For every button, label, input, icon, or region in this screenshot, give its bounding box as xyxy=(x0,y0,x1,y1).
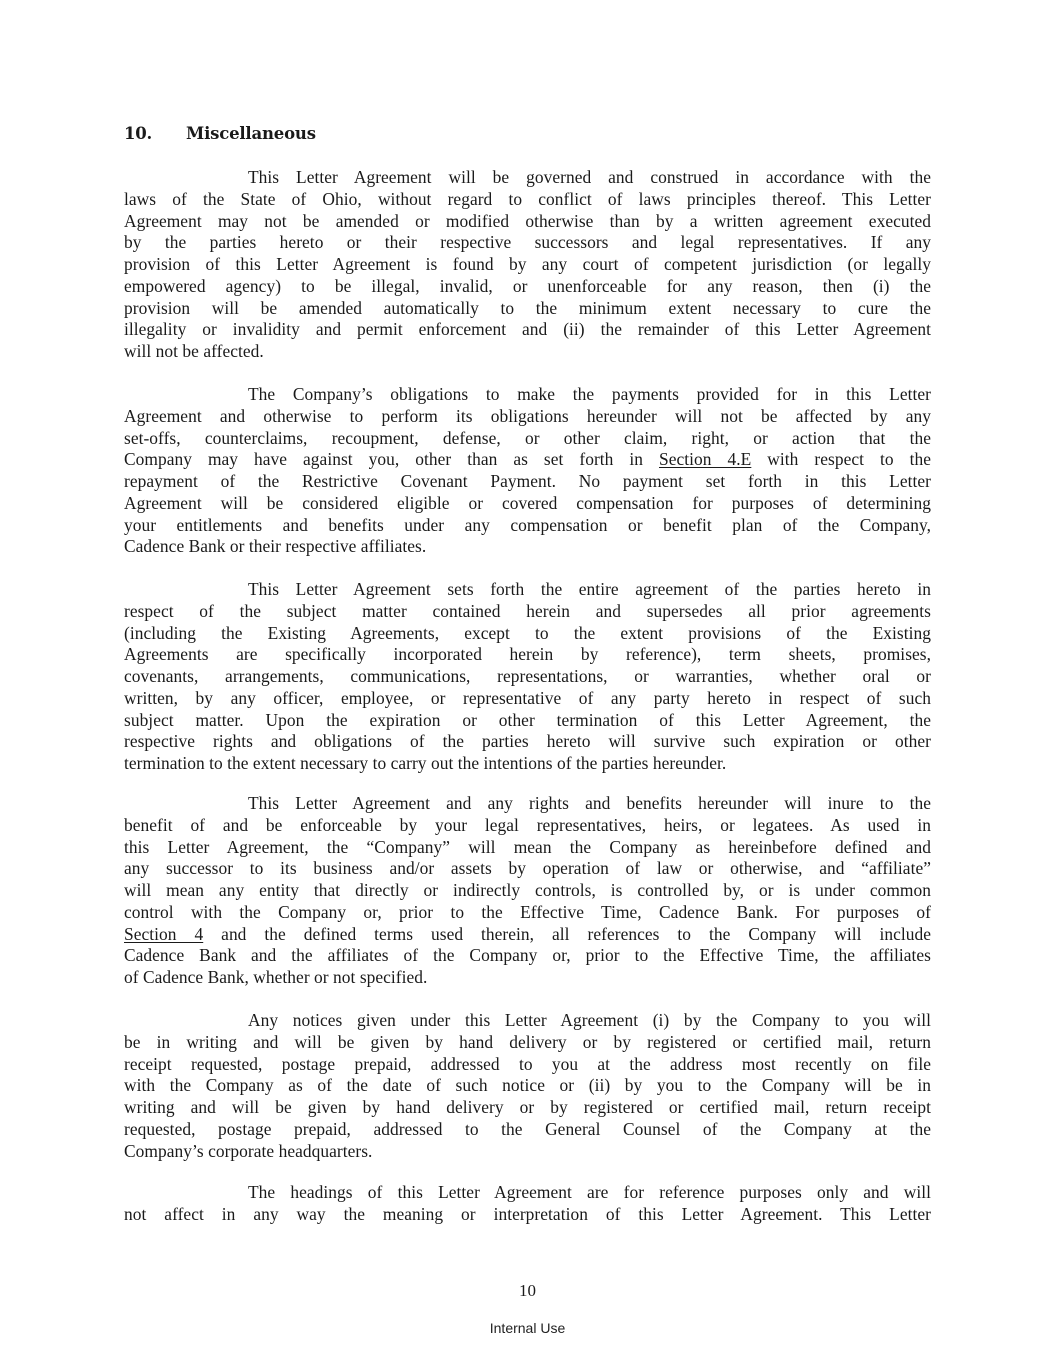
text-line: empowered agency) to be illegal, invalid, or unenforceable for any reason, then (i) the xyxy=(124,275,931,296)
text-line: provision of this Letter Agreement is found by any court of competent jurisdiction (or legally xyxy=(124,254,931,274)
text-segment: Company may have against you, other than as set forth in xyxy=(124,449,660,470)
text-line: provision will be amended automatically to the minimum extent necessary to cure the xyxy=(124,297,931,318)
text-line: laws of the State of Ohio, without regard to conflict of laws principles thereof. This Letter xyxy=(124,188,931,209)
classification-footer: Internal Use xyxy=(489,1320,566,1336)
text-segment: and the defined terms used therein, all references to the Company will include xyxy=(203,923,931,944)
section-4e-link[interactable]: Section 4.E xyxy=(659,449,752,470)
text-line: repayment of the Restrictive Covenant Payment. No payment set forth in this Letter xyxy=(124,471,931,491)
text-line: by the parties hereto or their respective successors and legal representatives. If any xyxy=(124,232,931,253)
text-line: This Letter Agreement sets forth the entire agreement of the parties hereto in xyxy=(248,579,931,599)
text-line: termination to the extent necessary to carry out the intentions of the parties hereunder. xyxy=(124,753,727,773)
text-line: will not be affected. xyxy=(124,341,264,361)
text-line: will mean any entity that directly or indirectly controls, is controlled by, or is under common xyxy=(124,880,931,900)
paragraph-headings xyxy=(124,1182,931,1226)
text-line: written, by any officer, employee, or representative of any party hereto in respect of such xyxy=(124,687,931,708)
section-4-link[interactable]: Section 4 xyxy=(124,923,204,944)
section-heading xyxy=(124,124,316,143)
text-line: of Cadence Bank, whether or not specified. xyxy=(124,967,428,987)
page-number: 10 xyxy=(519,1281,536,1300)
text-line: be in writing and will be given by hand delivery or by registered or certified mail, return xyxy=(124,1031,931,1052)
text-line: Company’s corporate headquarters. xyxy=(124,1140,373,1161)
text-line: Cadence Bank and the affiliates of the Company or, prior to the Effective Time, the affiliates xyxy=(124,945,931,966)
paragraph-company-obligations xyxy=(124,384,931,558)
paragraph-governing-law xyxy=(124,167,931,363)
text-line: not affect in any way the meaning or interpretation of this Letter Agreement. This Letter xyxy=(124,1203,931,1224)
text-line: receipt requested, postage prepaid, addressed to you at the address most recently on file xyxy=(124,1053,931,1074)
text-line: This Letter Agreement will be governed and construed in accordance with the xyxy=(248,167,931,187)
text-line: Cadence Bank or their respective affiliates. xyxy=(124,536,427,557)
text-line: The Company’s obligations to make the payments provided for in this Letter xyxy=(248,384,931,404)
text-line: Agreement and otherwise to perform its obligations hereunder will not be affected by any xyxy=(124,405,931,426)
text-line: subject matter. Upon the expiration or other termination of this Letter Agreement, the xyxy=(124,709,931,730)
paragraph-notices xyxy=(124,1010,931,1162)
text-line: any successor to its business and/or assets by operation of law or otherwise, and “affiliate” xyxy=(124,858,931,879)
text-line-with-link xyxy=(124,449,931,471)
text-line: illegality or invalidity and permit enforcement and (ii) the remainder of this Letter Agreement xyxy=(124,319,931,340)
text-line: your entitlements and benefits under any compensation or benefit plan of the Company, xyxy=(124,514,931,535)
text-line: control with the Company or, prior to the Effective Time, Cadence Bank. For purposes of xyxy=(124,901,931,922)
text-line: writing and will be given by hand delivery or by registered or certified mail, return receipt xyxy=(124,1097,931,1117)
text-line: Agreement may not be amended or modified otherwise than by a written agreement executed xyxy=(124,210,931,231)
text-line: This Letter Agreement and any rights and benefits hereunder will inure to the xyxy=(248,793,931,813)
text-line-with-link xyxy=(124,924,931,946)
text-line: requested, postage prepaid, addressed to the General Counsel of the Company at the xyxy=(124,1118,931,1139)
text-line: The headings of this Letter Agreement are for reference purposes only and will xyxy=(248,1182,931,1202)
text-line: Agreements are specifically incorporated herein by reference), term sheets, promises, xyxy=(124,644,931,665)
paragraph-entire-agreement xyxy=(124,579,931,775)
text-line: this Letter Agreement, the “Company” will mean the Company as hereinbefore defined and xyxy=(124,836,931,857)
text-line: Agreement will be considered eligible or covered compensation for purposes of determining xyxy=(124,492,931,513)
text-line: (including the Existing Agreements, except to the extent provisions of the Existing xyxy=(124,622,931,643)
text-line: respect of the subject matter contained herein and supersedes all prior agreements xyxy=(124,600,931,621)
text-segment: with respect to the xyxy=(751,449,931,470)
text-line: respective rights and obligations of the parties hereto will survive such expiration or other xyxy=(124,731,931,752)
text-line: covenants, arrangements, communications, representations, or warranties, whether oral or xyxy=(124,666,931,686)
text-line: set-offs, counterclaims, recoupment, defense, or other claim, right, or action that the xyxy=(124,427,931,448)
section-title: Miscellaneous xyxy=(186,124,316,143)
section-number: 10. xyxy=(124,124,153,143)
text-line: Any notices given under this Letter Agreement (i) by the Company to you will xyxy=(248,1010,931,1030)
text-line: with the Company as of the date of such notice or (ii) by you to the Company will be in xyxy=(124,1075,931,1096)
paragraph-successors xyxy=(124,793,931,989)
text-line: benefit of and be enforceable by your legal representatives, heirs, or legatees. As used in xyxy=(124,814,931,835)
